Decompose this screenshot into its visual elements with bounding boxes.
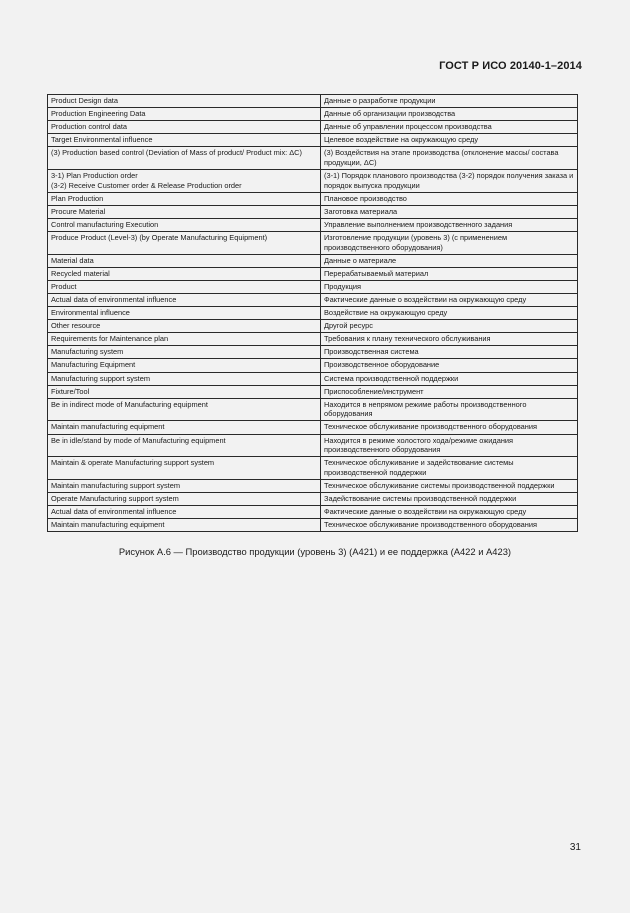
russian-term-cell: Данные об управлении процессом производства (321, 121, 578, 134)
table-row (48, 506, 578, 519)
english-term-cell: Environmental influence (48, 307, 321, 320)
table-row (48, 421, 578, 434)
russian-term-cell: Продукция (321, 280, 578, 293)
russian-term-cell: Фактические данные о воздействии на окружающую среду (321, 506, 578, 519)
figure-caption: Рисунок А.6 — Производство продукции (уровень 3) (А421) и ее поддержка (А422 и А423) (118, 546, 512, 557)
english-term-cell: Maintain manufacturing equipment (48, 421, 321, 434)
english-term-cell: Maintain manufacturing support system (48, 479, 321, 492)
table-row (48, 218, 578, 231)
table-row (48, 232, 578, 255)
english-term-cell: Requirements for Maintenance plan (48, 333, 321, 346)
terms-table (47, 94, 578, 532)
table-row (48, 320, 578, 333)
english-term-cell: Recycled material (48, 267, 321, 280)
english-term-cell: Manufacturing Equipment (48, 359, 321, 372)
russian-term-cell: Перерабатываемый материал (321, 267, 578, 280)
table-row (48, 493, 578, 506)
table-row (48, 170, 578, 193)
russian-term-cell: Система производственной поддержки (321, 372, 578, 385)
english-term-cell: Material data (48, 254, 321, 267)
english-term-cell: Product (48, 280, 321, 293)
russian-term-cell: Воздействие на окружающую среду (321, 307, 578, 320)
russian-term-cell: (3) Воздействия на этапе производства (отклонение массы/ состава продукции, ΔC) (321, 147, 578, 170)
english-term-cell: 3-1) Plan Production order (3-2) Receive Customer order & Release Production order (48, 170, 321, 193)
table-row (48, 372, 578, 385)
table-row (48, 95, 578, 108)
table-row (48, 121, 578, 134)
english-term-cell: Control manufacturing Execution (48, 218, 321, 231)
russian-term-cell: Данные о разработке продукции (321, 95, 578, 108)
russian-term-cell: Производственное оборудование (321, 359, 578, 372)
table-row (48, 267, 578, 280)
table-row (48, 333, 578, 346)
english-term-cell: Production Engineering Data (48, 108, 321, 121)
russian-term-cell: Другой ресурс (321, 320, 578, 333)
russian-term-cell: Данные о материале (321, 254, 578, 267)
table-row (48, 359, 578, 372)
russian-term-cell: Плановое производство (321, 192, 578, 205)
russian-term-cell: Производственная система (321, 346, 578, 359)
english-term-cell: Operate Manufacturing support system (48, 493, 321, 506)
english-term-cell: (3) Production based control (Deviation of Mass of product/ Product mix: ΔC) (48, 147, 321, 170)
table-row (48, 307, 578, 320)
russian-term-cell: Фактические данные о воздействии на окружающую среду (321, 294, 578, 307)
table-row (48, 280, 578, 293)
table-row (48, 457, 578, 480)
russian-term-cell: Техническое обслуживание системы производственной поддержки (321, 479, 578, 492)
table-row (48, 205, 578, 218)
english-term-cell: Maintain manufacturing equipment (48, 519, 321, 532)
table-row (48, 192, 578, 205)
russian-term-cell: Изготовление продукции (уровень 3) (с применением производственного оборудования) (321, 232, 578, 255)
english-term-cell: Production control data (48, 121, 321, 134)
english-term-cell: Target Environmental influence (48, 134, 321, 147)
standard-id-header: ГОСТ Р ИСО 20140-1–2014 (439, 60, 582, 72)
russian-term-cell: Задействование системы производственной поддержки (321, 493, 578, 506)
table-row (48, 254, 578, 267)
russian-term-cell: Управление выполнением производственного задания (321, 218, 578, 231)
russian-term-cell: Техническое обслуживание производственного оборудования (321, 519, 578, 532)
table-row (48, 434, 578, 457)
table-row (48, 346, 578, 359)
english-term-cell: Procure Material (48, 205, 321, 218)
english-term-cell: Be in idle/stand by mode of Manufacturing equipment (48, 434, 321, 457)
english-term-cell: Maintain & operate Manufacturing support system (48, 457, 321, 480)
english-term-cell: Manufacturing support system (48, 372, 321, 385)
english-term-cell: Produce Product (Level-3) (by Operate Manufacturing Equipment) (48, 232, 321, 255)
english-term-cell: Be in indirect mode of Manufacturing equipment (48, 398, 321, 421)
russian-term-cell: (3-1) Порядок планового производства (3-2) порядок получения заказа и порядок выпуска продукции (321, 170, 578, 193)
russian-term-cell: Техническое обслуживание и задействование системы производственной поддержки (321, 457, 578, 480)
table-row (48, 134, 578, 147)
russian-term-cell: Требования к плану технического обслуживания (321, 333, 578, 346)
russian-term-cell: Находится в непрямом режиме работы производственного оборудования (321, 398, 578, 421)
russian-term-cell: Заготовка материала (321, 205, 578, 218)
russian-term-cell: Приспособление/инструмент (321, 385, 578, 398)
english-term-cell: Plan Production (48, 192, 321, 205)
table-row (48, 479, 578, 492)
english-term-cell: Actual data of environmental influence (48, 294, 321, 307)
english-term-cell: Other resource (48, 320, 321, 333)
english-term-cell: Product Design data (48, 95, 321, 108)
russian-term-cell: Целевое воздействие на окружающую среду (321, 134, 578, 147)
table-row (48, 147, 578, 170)
table-row (48, 385, 578, 398)
table-row (48, 519, 578, 532)
page-number: 31 (569, 842, 581, 853)
russian-term-cell: Техническое обслуживание производственного оборудования (321, 421, 578, 434)
english-term-cell: Manufacturing system (48, 346, 321, 359)
terms-table-body (48, 95, 578, 532)
english-term-cell: Actual data of environmental influence (48, 506, 321, 519)
table-row (48, 294, 578, 307)
table-row (48, 108, 578, 121)
russian-term-cell: Находится в режиме холостого хода/режиме ожидания производственного оборудования (321, 434, 578, 457)
russian-term-cell: Данные об организации производства (321, 108, 578, 121)
table-row (48, 398, 578, 421)
english-term-cell: Fixture/Tool (48, 385, 321, 398)
